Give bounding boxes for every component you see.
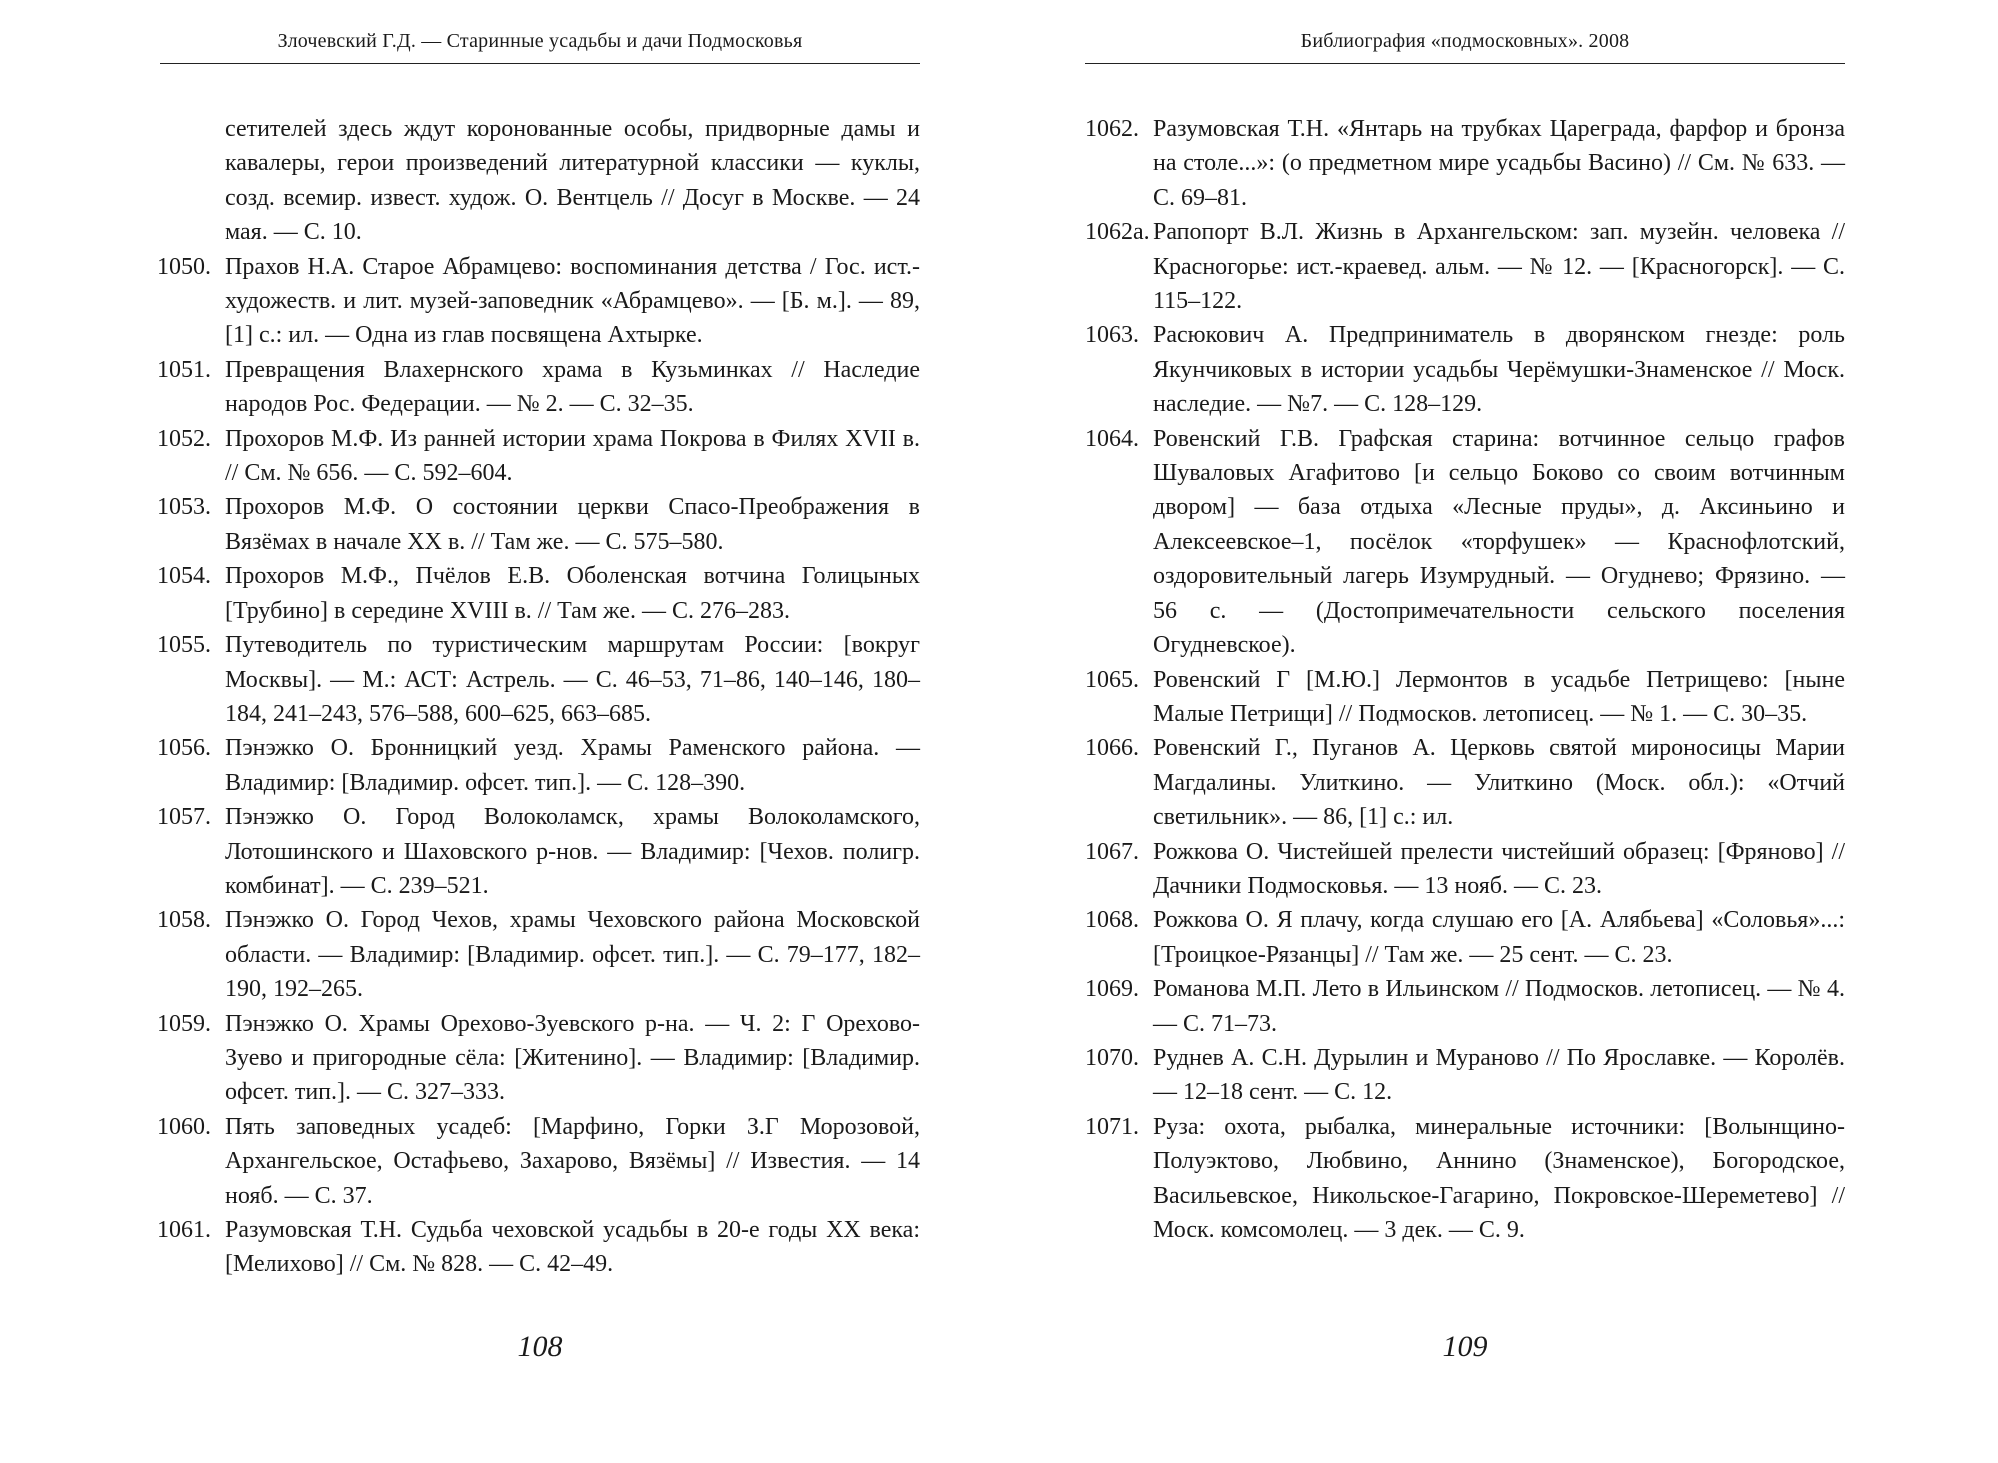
entry-text: Руза: охота, рыбалка, минеральные источники: [Волынщино-Полуэктово, Любвино, Аннино (Знаменское), Богородское, Васильевское, Никольское-Гагарино, Покровское-Шереметево] // Моск. комсомолец. — 3 дек. — С. 9. xyxy=(1153,1113,1845,1243)
bibliography-entry xyxy=(157,490,920,559)
entry-text: Путеводитель по туристическим маршрутам России: [вокруг Москвы]. — М.: АСТ: Астрель. — С. 46–53, 71–86, 140–146, 180–184, 241–243, 576–588, 600–625, 663–685. xyxy=(225,632,920,727)
left-head-rule xyxy=(160,63,920,64)
entry-number: 1058. xyxy=(157,907,211,934)
entry-text: Пэнэжко О. Город Волоколамск, храмы Волоколамского, Лотошинского и Шаховского р-нов. — Владимир: [Чехов. полигр. комбинат]. — С. 239–521. xyxy=(225,804,920,899)
bibliography-entry xyxy=(157,628,920,731)
entry-text: Рожкова О. Чистейшей прелести чистейший образец: [Фряново] // Дачники Подмосковья. — 13 нояб. — С. 23. xyxy=(1153,838,1845,899)
bibliography-entry xyxy=(157,353,920,422)
bibliography-entry xyxy=(157,422,920,491)
entry-number: 1062. xyxy=(1085,116,1139,142)
left-page-number: 108 xyxy=(517,1330,563,1363)
entry-text: Пэнэжко О. Бронницкий уезд. Храмы Раменского района. — Владимир: [Владимир. офсет. тип.]. — С. 128–390. xyxy=(225,735,920,796)
entry-text: Пэнэжко О. Город Чехов, храмы Чеховского района Московской области. — Владимир: [Владимир. офсет. тип.]. — С. 79–177, 182–190, 192–265. xyxy=(225,907,920,1003)
entry-number: 1057. xyxy=(157,804,211,831)
bibliography-entry xyxy=(157,559,920,628)
bibliography-entry xyxy=(1085,215,1845,318)
entry-text: Пять заповедных усадеб: [Марфино, Горки З.Г Морозовой, Архангельское, Остафьево, Захарово, Вязёмы] // Известия. — 14 нояб. — С. 37. xyxy=(225,1113,920,1209)
bibliography-entry xyxy=(1085,318,1845,421)
entry-number: 1060. xyxy=(157,1113,211,1140)
continuation-text: сетителей здесь ждут коронованные особы, придворные дамы и кавалеры, герои произведений литературной классики — куклы, созд. всемир. извест. худож. О. Вентцель // Досуг в Москве. — 24 мая. — С. 10. xyxy=(225,116,920,246)
entry-text: Пэнэжко О. Храмы Орехово-Зуевского р-на. — Ч. 2: Г Орехово-Зуево и пригородные сёла: [Житенино]. — Владимир: [Владимир. офсет. тип.]. — С. 327–333. xyxy=(225,1010,920,1106)
entry-text: Разумовская Т.Н. Судьба чеховской усадьбы в 20-е годы XX века: [Мелихово] // См. № 828. — С. 42–49. xyxy=(225,1217,920,1278)
entry-number: 1067. xyxy=(1085,838,1139,865)
bibliography-entry xyxy=(157,903,920,1006)
bibliography-entry xyxy=(1085,1041,1845,1110)
bibliography-entry xyxy=(157,800,920,903)
entry-number: 1062а. xyxy=(1085,219,1150,246)
entry-number: 1061. xyxy=(157,1217,211,1243)
entry-text: Рожкова О. Я плачу, когда слушаю его [А. Алябьева] «Соловья»...: [Троицкое-Рязанцы] // Там же. — 25 сент. — С. 23. xyxy=(1153,907,1845,968)
entry-text: Прахов Н.А. Старое Абрамцево: воспоминания детства / Гос. ист.-художеств. и лит. музей-заповедник «Абрамцево». — [Б. м.]. — 89, [1] с.: ил. — Одна из глав посвящена Ахтырке. xyxy=(225,253,920,349)
bibliography-entry xyxy=(157,1213,920,1282)
bibliography-entry xyxy=(1085,112,1845,215)
entry-text: Романова М.П. Лето в Ильинском // Подмосков. летописец. — № 4. — С. 71–73. xyxy=(1153,976,1845,1037)
entry-number: 1056. xyxy=(157,735,211,762)
left-page xyxy=(157,0,920,1463)
entry-text: Ровенский Г., Пуганов А. Церковь святой мироносицы Марии Магдалины. Улиткино. — Улиткино (Моск. обл.): «Отчий светильник». — 86, [1] с.: ил. xyxy=(1153,735,1845,831)
bibliography-entry xyxy=(1085,972,1845,1041)
entry-number: 1071. xyxy=(1085,1113,1139,1140)
entry-number: 1069. xyxy=(1085,976,1139,1003)
entry-text: Прохоров М.Ф. О состоянии церкви Спасо-Преображения в Вязёмах в начале XX в. // Там же. — С. 575–580. xyxy=(225,494,920,555)
left-text-block xyxy=(157,112,920,1282)
entry-text: Расюкович А. Предприниматель в дворянском гнезде: роль Якунчиковых в истории усадьбы Черёмушки-Знаменское // Моск. наследие. — №7. — С. 128–129. xyxy=(1153,322,1845,418)
bibliography-entry xyxy=(1085,663,1845,732)
entry-number: 1054. xyxy=(157,563,211,590)
entry-text: Прохоров М.Ф., Пчёлов Е.В. Оболенская вотчина Голицыных [Трубино] в середине XVIII в. // Там же. — С. 276–283. xyxy=(225,563,920,624)
entry-text: Ровенский Г [М.Ю.] Лермонтов в усадьбе Петрищево: [ныне Малые Петрищи] // Подмосков. летописец. — № 1. — С. 30–35. xyxy=(1153,666,1845,727)
right-head-rule xyxy=(1085,63,1845,64)
entry-number: 1063. xyxy=(1085,322,1139,349)
bibliography-entry xyxy=(157,731,920,800)
entry-number: 1066. xyxy=(1085,735,1139,762)
bibliography-entry xyxy=(157,250,920,353)
entry-number: 1070. xyxy=(1085,1044,1139,1071)
bibliography-entry xyxy=(1085,1110,1845,1248)
entry-number: 1065. xyxy=(1085,666,1139,693)
bibliography-entry xyxy=(1085,731,1845,834)
entry-text: Прохоров М.Ф. Из ранней истории храма Покрова в Филях XVII в. // См. № 656. — С. 592–604. xyxy=(225,425,920,487)
right-text-block xyxy=(1085,112,1845,1247)
bibliography-entry xyxy=(157,1007,920,1110)
entry-text: Разумовская Т.Н. «Янтарь на трубках Цареграда, фарфор и бронза на столе...»: (о предметном мире усадьбы Васино) // См. № 633. — С. 69–81. xyxy=(1153,116,1845,211)
bibliography-entry xyxy=(1085,422,1845,663)
entry-number: 1052. xyxy=(157,425,211,452)
entry-text: Превращения Влахернского храма в Кузьминках // Наследие народов Рос. Федерации. — № 2. — С. 32–35. xyxy=(225,356,920,418)
bibliography-entry xyxy=(157,1110,920,1213)
entry-number: 1053. xyxy=(157,494,211,521)
right-running-head: Библиография «подмосковных». 2008 xyxy=(1300,30,1630,52)
entry-text: Руднев А. С.Н. Дурылин и Мураново // По Ярославке. — Королёв. — 12–18 сент. — С. 12. xyxy=(1153,1044,1845,1106)
bibliography-entry xyxy=(1085,903,1845,972)
entry-number: 1059. xyxy=(157,1010,211,1037)
left-running-head: Злочевский Г.Д. — Старинные усадьбы и дачи Подмосковья xyxy=(277,30,803,52)
entry-text: Рапопорт В.Л. Жизнь в Архангельском: зап. музейн. человека // Красногорье: ист.-краевед. альм. — № 12. — [Красногорск]. — С. 115–122. xyxy=(1153,219,1845,315)
right-page xyxy=(1085,0,1845,1463)
entry-number: 1051. xyxy=(157,356,211,383)
entry-number: 1064. xyxy=(1085,425,1139,452)
entry-number: 1068. xyxy=(1085,907,1139,934)
entry-number: 1050. xyxy=(157,253,211,280)
bibliography-entry xyxy=(1085,835,1845,904)
entry-text: Ровенский Г.В. Графская старина: вотчинное сельцо графов Шуваловых Агафитово [и сельцо Боково со своим вотчинным двором] — база отдыха «Лесные пруды», д. Аксиньино и Алексеевское–1, посёлок «торфушек» — Краснофлотский, оздоровительный лагерь Изумрудный. — Огуднево; Фрязино. — 56 с. — (Достопримечательности сельского поселения Огудневское). xyxy=(1153,425,1845,659)
right-page-number: 109 xyxy=(1442,1330,1488,1363)
entry-number: 1055. xyxy=(157,632,211,659)
